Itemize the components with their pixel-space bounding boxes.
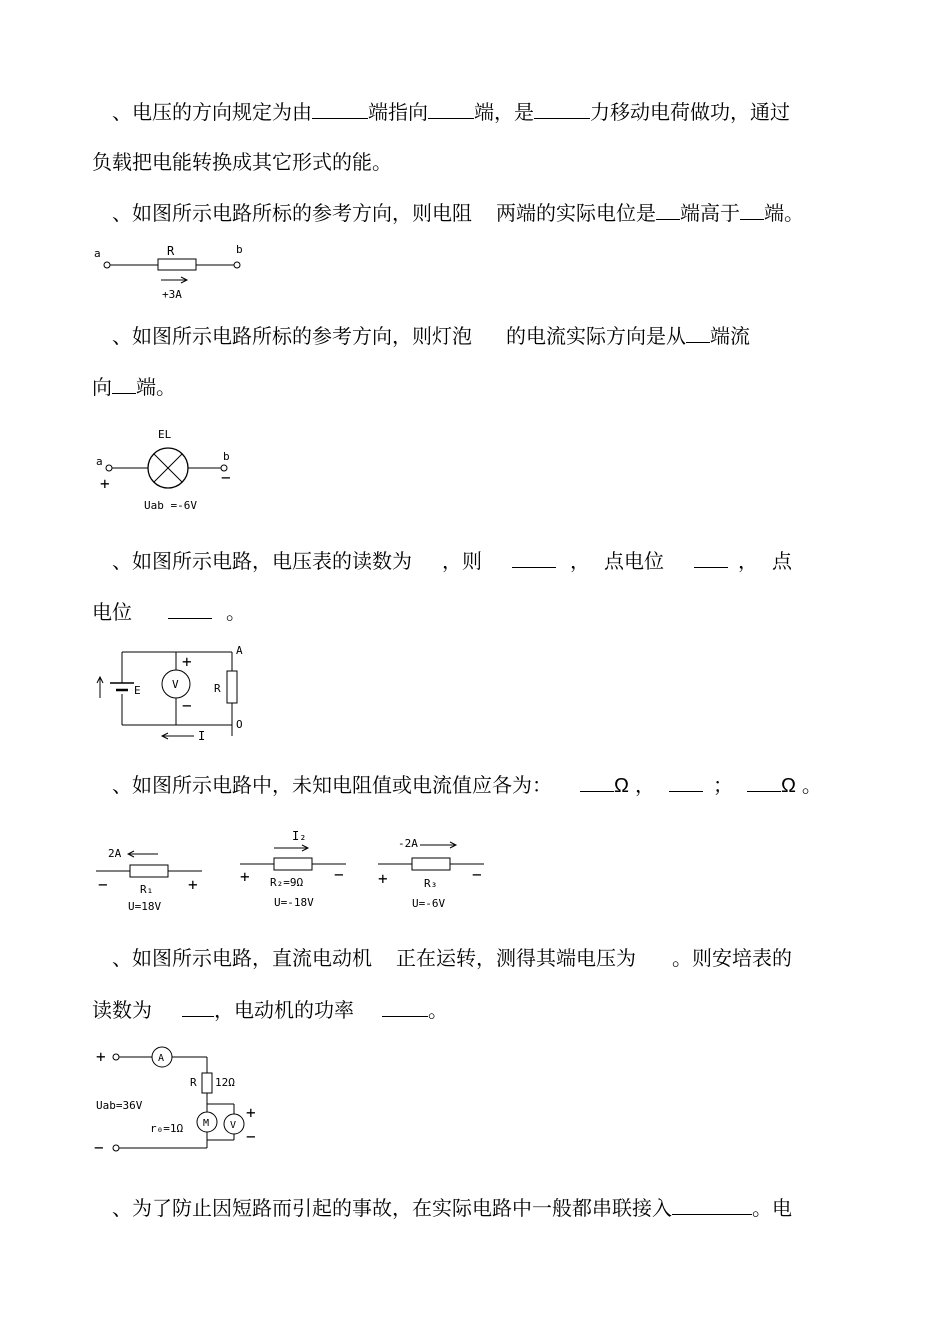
q4-label-r: R — [214, 682, 221, 695]
q6-resistor-value: 12Ω — [215, 1076, 235, 1089]
q5-ohm-2: Ω — [780, 775, 796, 797]
q2-text-4: 端。 — [764, 201, 804, 225]
q3-terminal-a — [106, 465, 112, 471]
q2-line1 — [112, 199, 804, 226]
q4-text-1: 、如图所示电路，电压表的读数为 — [112, 549, 412, 573]
q6-text-5: ，电动机的功率 — [214, 998, 354, 1022]
q3-text-3: 端流 — [710, 324, 750, 348]
q6-resistor-label: R — [190, 1076, 197, 1089]
q3-text-4: 向 — [92, 375, 112, 399]
q7-line1 — [112, 1194, 792, 1221]
q3-label-uab: Uab =-6V — [144, 499, 197, 512]
q5-2-current-label: I₂ — [292, 829, 307, 843]
q5-3-minus: − — [472, 865, 482, 884]
q1-blank-3[interactable] — [534, 98, 590, 119]
q3-text-2: 的电流实际方向是从 — [506, 324, 686, 348]
q5-1-voltage-label: U=18V — [128, 900, 162, 913]
q6-label-uab: Uab=36V — [96, 1099, 143, 1112]
q5-2-resistor — [274, 858, 312, 870]
q5-2-plus: + — [240, 867, 250, 886]
q4-text-6: 点 — [772, 549, 792, 573]
q4-blank-2[interactable] — [694, 547, 728, 568]
q4-label-a: A — [236, 644, 243, 657]
q2-blank-2[interactable] — [740, 199, 764, 220]
q5-circuit-2 — [236, 826, 356, 916]
q6-terminal-minus — [113, 1145, 119, 1151]
q3-text-1: 、如图所示电路所标的参考方向，则灯泡 — [112, 324, 472, 348]
q6-line2 — [92, 996, 448, 1023]
q5-1-resistor — [130, 865, 168, 877]
q4-label-i: I — [198, 729, 206, 743]
q5-line1 — [112, 771, 822, 799]
q6-voltmeter-plus: + — [246, 1103, 256, 1122]
q4-resistor — [227, 671, 237, 703]
q2-resistor — [158, 259, 196, 270]
q7-text-1: 、为了防止因短路而引起的事故，在实际电路中一般都串联接入 — [112, 1196, 672, 1220]
q3-label-a: a — [96, 455, 103, 468]
q6-blank-1[interactable] — [182, 996, 214, 1017]
q1-line2: 负载把电能转换成其它形式的能。 — [92, 150, 392, 174]
q4-blank-3[interactable] — [168, 598, 212, 619]
q2-text-3: 端高于 — [680, 201, 740, 225]
q6-plus-terminal-sign: + — [96, 1047, 106, 1066]
q2-text-1: 、如图所示电路所标的参考方向，则电阻 — [112, 201, 472, 225]
q4-minus: − — [182, 696, 192, 715]
q5-circuit-1 — [92, 840, 212, 920]
q4-text-3: ， — [570, 549, 590, 573]
q4-text-5: ， — [738, 549, 758, 573]
q4-text-8: 。 — [226, 600, 246, 624]
q4-line2 — [92, 598, 246, 625]
q5-end: 。 — [801, 773, 822, 797]
q4-text-7: 电位 — [92, 600, 132, 624]
q1-text-1: 、电压的方向规定为由 — [112, 100, 312, 124]
q1-text-3: 端，是 — [474, 100, 534, 124]
q4-plus: + — [182, 652, 192, 671]
q3-label-el: EL — [158, 428, 172, 441]
q5-blank-1[interactable] — [580, 771, 614, 792]
q2-blank-1[interactable] — [656, 199, 680, 220]
q4-text-2: ，则 — [442, 549, 482, 573]
q3-minus: − — [221, 468, 231, 487]
q2-label-current: +3A — [162, 288, 182, 301]
q5-1-current-label: 2A — [108, 847, 122, 860]
q1-text-2: 端指向 — [368, 100, 428, 124]
q2-label-r: R — [167, 244, 175, 258]
q2-terminal-a — [104, 262, 110, 268]
q2-label-b: b — [236, 243, 243, 256]
q4-voltmeter-label: V — [172, 678, 179, 691]
q2-terminal-b — [234, 262, 240, 268]
q5-ohm-1: Ω — [614, 775, 629, 797]
q7-blank-1[interactable] — [672, 1194, 752, 1215]
q6-text-4: 读数为 — [92, 998, 152, 1022]
q2-text-2: 两端的实际电位是 — [496, 201, 656, 225]
q6-blank-2[interactable] — [382, 996, 428, 1017]
q6-voltmeter-label: V — [230, 1120, 237, 1131]
q5-2-voltage-label: U=-18V — [274, 896, 314, 909]
q3-label-b: b — [223, 450, 230, 463]
q6-text-6: 。 — [428, 998, 448, 1022]
q6-minus-terminal-sign: − — [94, 1138, 104, 1157]
q4-label-e: E — [134, 684, 141, 697]
q5-3-current-label: -2A — [398, 837, 418, 850]
q5-1-minus: − — [98, 875, 108, 894]
q3-line1 — [112, 322, 750, 349]
q4-text-4: 点电位 — [604, 549, 664, 573]
q6-circuit-diagram — [88, 1040, 278, 1160]
q5-1-plus: + — [188, 875, 198, 894]
q5-3-voltage-label: U=-6V — [412, 897, 446, 910]
q6-line1 — [112, 945, 792, 971]
q3-line2 — [92, 373, 176, 400]
q1-line1 — [112, 98, 790, 125]
q5-text-1: 、如图所示电路中，未知电阻值或电流值应各为： — [112, 773, 552, 797]
q1-blank-2[interactable] — [428, 98, 474, 119]
q2-label-a: a — [94, 247, 101, 260]
q4-blank-1[interactable] — [512, 547, 556, 568]
q4-label-o: O — [236, 718, 243, 731]
q7-text-2: 。电 — [752, 1196, 792, 1220]
q3-text-5: 端。 — [136, 375, 176, 399]
q6-motor-label: M — [203, 1118, 210, 1129]
q6-text-2: 正在运转，测得其端电压为 — [396, 946, 636, 970]
q5-sep-1: ， — [634, 773, 655, 797]
q3-circuit-diagram — [88, 425, 258, 520]
q6-terminal-plus — [113, 1054, 119, 1060]
q6-voltmeter-minus: − — [246, 1127, 256, 1146]
q3-plus: + — [100, 474, 110, 493]
q5-1-resistor-label: R₁ — [140, 883, 154, 896]
q5-sep-2: ； — [712, 773, 733, 797]
q3-blank-2[interactable] — [112, 373, 136, 394]
q5-2-minus: − — [334, 865, 344, 884]
q5-3-plus: + — [378, 869, 388, 888]
q6-label-r0: r₀=1Ω — [150, 1122, 184, 1135]
q5-blank-3[interactable] — [747, 771, 781, 792]
q6-text-1: 、如图所示电路，直流电动机 — [112, 946, 372, 970]
q6-text-3: 。则安培表的 — [672, 946, 792, 970]
q6-ammeter-label: A — [158, 1053, 165, 1064]
q5-3-resistor-label: R₃ — [424, 877, 438, 890]
q6-resistor — [202, 1073, 212, 1093]
q5-circuit-3 — [374, 830, 494, 920]
q5-3-resistor — [412, 858, 450, 870]
q3-blank-1[interactable] — [686, 322, 710, 343]
q1-blank-1[interactable] — [312, 98, 368, 119]
q5-blank-2[interactable] — [669, 771, 703, 792]
q4-line1 — [112, 547, 792, 574]
q2-circuit-diagram — [88, 240, 258, 305]
q4-circuit-diagram — [90, 640, 260, 750]
q5-2-resistor-label: R₂=9Ω — [270, 876, 304, 889]
q1-text-4: 力移动电荷做功，通过 — [590, 100, 790, 124]
